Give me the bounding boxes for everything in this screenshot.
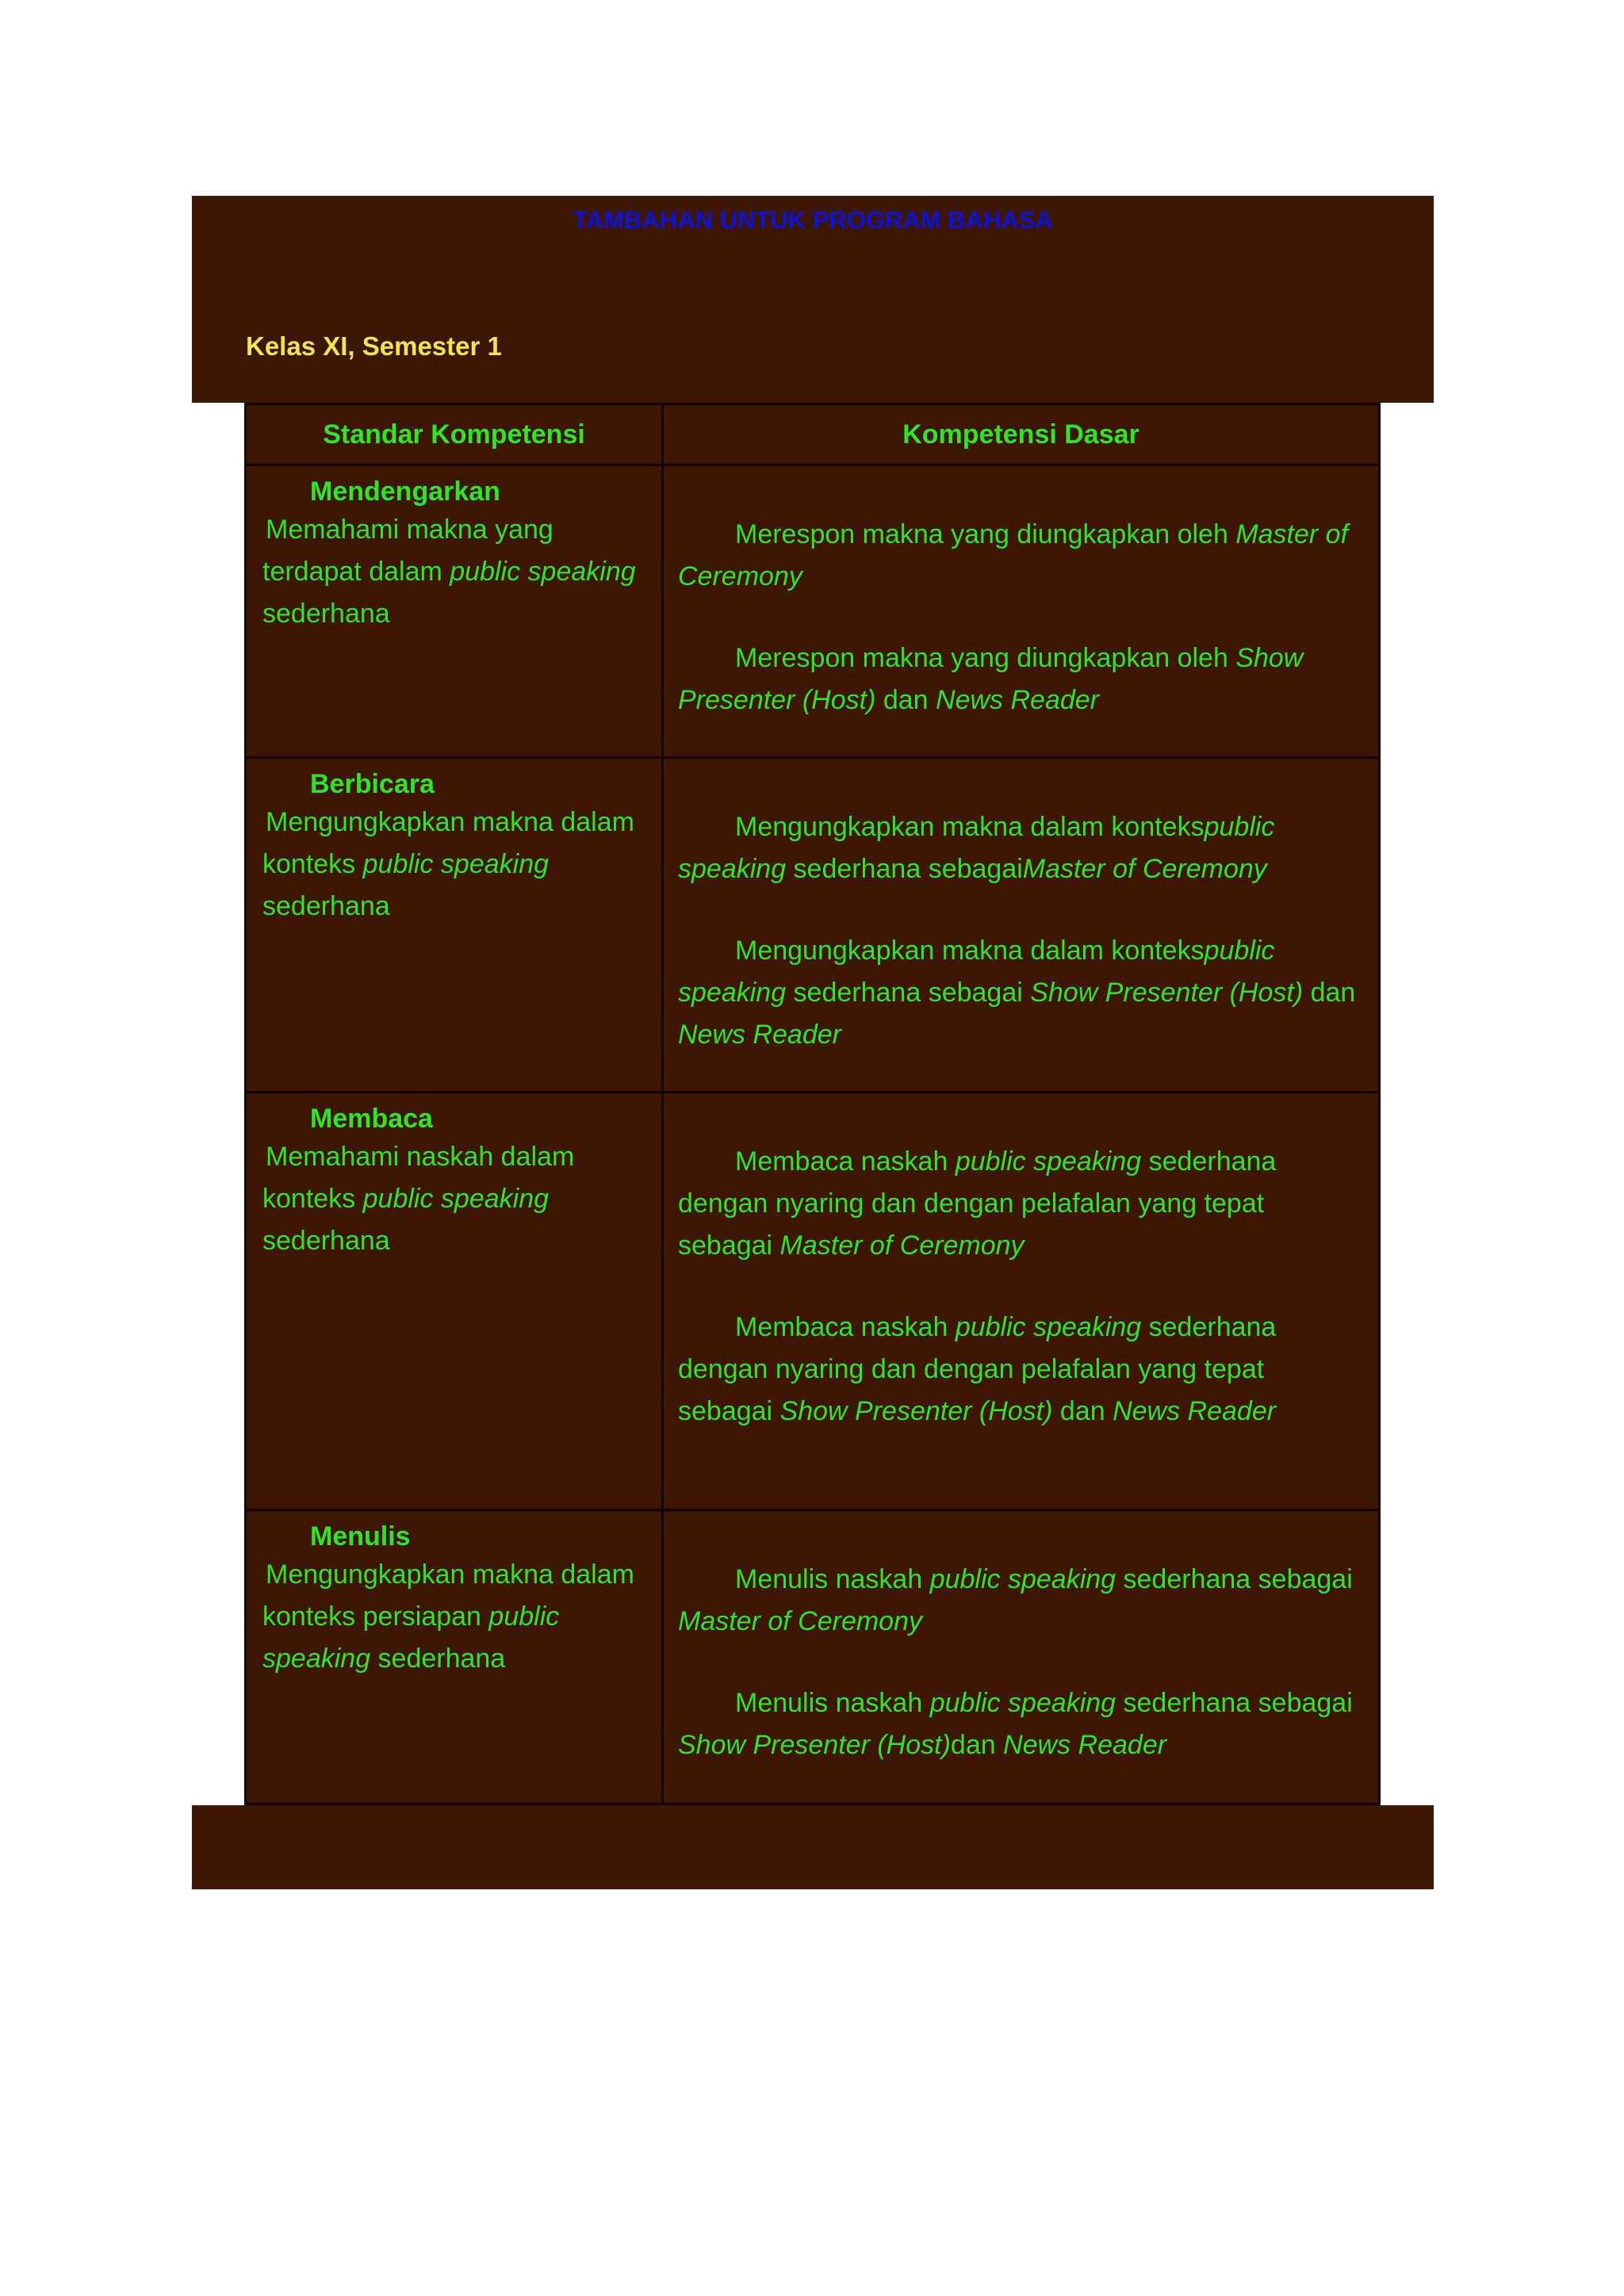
italic-text-run: Master of Ceremony	[678, 1606, 922, 1637]
kompetensi-dasar-item	[678, 806, 1364, 890]
text-run: Mengungkapkan makna dalam konteks	[735, 811, 1205, 842]
competency-table	[244, 403, 1381, 1805]
header-kompetensi-dasar: Kompetensi Dasar	[663, 404, 1380, 465]
italic-text-run: Show Presenter (Host)	[678, 1730, 951, 1761]
kompetensi-dasar-cell	[663, 757, 1380, 1093]
table-row	[246, 465, 1380, 758]
kompetensi-dasar-item	[678, 930, 1364, 1056]
italic-text-run: public speaking	[450, 557, 636, 587]
text-run: sederhana dengan nyaring dan dengan pelafalan yang tepat sebagai	[678, 1312, 1277, 1427]
kompetensi-dasar-item	[678, 514, 1364, 598]
kompetensi-dasar-item	[678, 637, 1364, 721]
standar-kompetensi-cell	[246, 1093, 663, 1510]
skill-description	[262, 1136, 645, 1262]
table-row	[246, 1093, 1380, 1510]
text-run: sederhana	[262, 599, 390, 629]
text-run: Menulis naskah	[735, 1564, 930, 1595]
text-run: Mengungkapkan makna dalam konteks	[262, 806, 634, 879]
text-run: sederhana sebagai	[786, 853, 1023, 884]
kompetensi-dasar-item	[678, 1682, 1364, 1766]
italic-text-run: public speaking	[678, 811, 1275, 884]
skill-description	[262, 1554, 645, 1680]
text-run: sederhana sebagai	[786, 977, 1031, 1008]
standar-kompetensi-cell	[246, 757, 663, 1093]
text-run: Memahami naskah dalam konteks	[262, 1142, 575, 1215]
text-run: dan	[1052, 1396, 1113, 1427]
table-row	[246, 757, 1380, 1093]
text-run: Membaca naskah	[735, 1146, 956, 1177]
text-run: Memahami makna yang terdapat dalam	[262, 515, 553, 587]
italic-text-run: public speaking	[678, 935, 1275, 1008]
header-standar-kompetensi: Standar Kompetensi	[246, 404, 663, 465]
kompetensi-dasar-cell	[663, 1510, 1380, 1804]
text-run: Merespon makna yang diungkapkan oleh	[735, 519, 1236, 549]
italic-text-run: News Reader	[1003, 1730, 1167, 1761]
standar-kompetensi-cell	[246, 1510, 663, 1804]
italic-text-run: public speaking	[929, 1564, 1116, 1595]
class-semester-label: Kelas XI, Semester 1	[246, 331, 502, 361]
italic-text-run: Show Presenter (Host)	[678, 643, 1304, 715]
standar-kompetensi-cell	[246, 465, 663, 758]
italic-text-run: public speaking	[362, 848, 550, 879]
text-run: Merespon makna yang diungkapkan oleh	[735, 643, 1236, 673]
text-run: Menulis naskah	[735, 1688, 930, 1719]
italic-text-run: Master of Ceremony	[678, 519, 1349, 591]
kompetensi-dasar-cell	[663, 465, 1380, 758]
italic-text-run: Master of Ceremony	[1022, 853, 1267, 884]
italic-text-run: public speaking	[929, 1688, 1116, 1719]
italic-text-run: News Reader	[936, 685, 1100, 715]
skill-title: Menulis	[310, 1521, 411, 1552]
text-run: Mengungkapkan makna dalam konteks	[735, 935, 1205, 966]
italic-text-run: News Reader	[1113, 1396, 1277, 1427]
kompetensi-dasar-cell	[663, 1093, 1380, 1510]
document-footer-band	[192, 1805, 1434, 1889]
text-run: sederhana	[370, 1644, 506, 1674]
text-run: dan	[875, 685, 936, 715]
kompetensi-dasar-item	[678, 1307, 1364, 1433]
kompetensi-dasar-item	[678, 1559, 1364, 1643]
skill-title: Membaca	[310, 1104, 433, 1135]
italic-text-run: Show Presenter (Host)	[1030, 977, 1304, 1008]
italic-text-run: Show Presenter (Host)	[779, 1396, 1053, 1427]
text-run: sederhana	[262, 890, 390, 921]
text-run: sederhana sebagai	[1116, 1564, 1353, 1595]
skill-description	[262, 509, 645, 635]
text-run: sederhana	[262, 1226, 390, 1257]
text-run: dan	[950, 1730, 1004, 1761]
text-run: Membaca naskah	[735, 1312, 956, 1343]
kompetensi-dasar-item	[678, 1141, 1364, 1267]
text-run: sederhana sebagai	[1116, 1688, 1353, 1719]
table-row	[246, 1510, 1380, 1804]
skill-description	[262, 802, 645, 928]
italic-text-run: public speaking	[262, 1601, 560, 1674]
italic-text-run: public speaking	[955, 1146, 1142, 1177]
table-header-row	[246, 404, 1380, 465]
skill-title: Berbicara	[310, 768, 435, 799]
skill-title: Mendengarkan	[310, 476, 500, 507]
text-run: dan	[1303, 977, 1356, 1008]
italic-text-run: News Reader	[678, 1019, 841, 1050]
table-body	[246, 465, 1380, 1804]
document-title: TAMBAHAN UNTUK PROGRAM BAHASA	[573, 206, 1053, 234]
italic-text-run: Master of Ceremony	[779, 1230, 1025, 1261]
text-run: sederhana dengan nyaring dan dengan pelafalan yang tepat sebagai	[678, 1146, 1277, 1261]
italic-text-run: public speaking	[955, 1312, 1142, 1343]
text-run: Mengungkapkan makna dalam konteks persiapan	[262, 1559, 634, 1632]
italic-text-run: public speaking	[362, 1184, 550, 1215]
